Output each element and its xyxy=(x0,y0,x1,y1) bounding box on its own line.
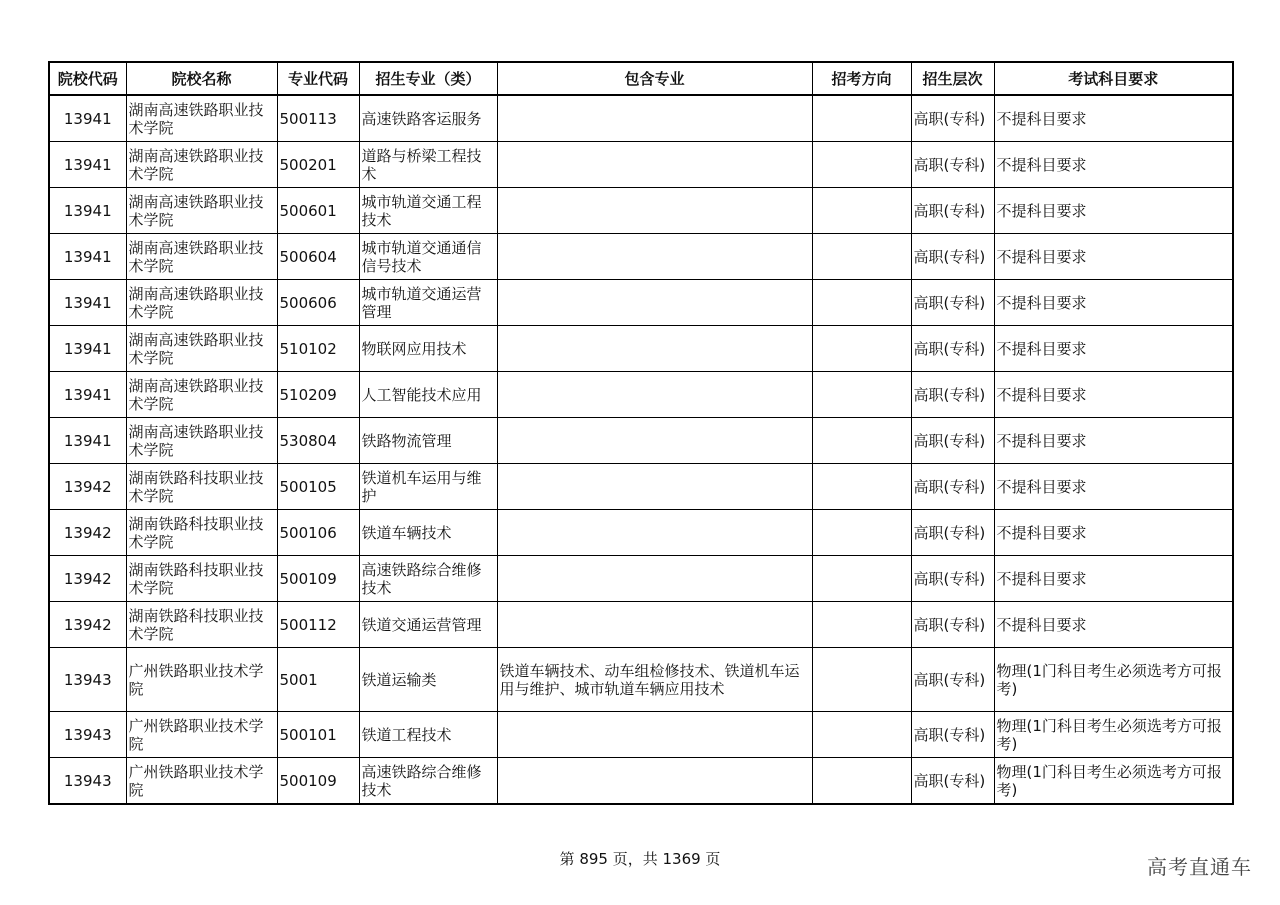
table-row xyxy=(49,464,1233,510)
school-code-cell: 13941 xyxy=(49,280,126,326)
major-code-cell: 500101 xyxy=(277,712,359,758)
included-majors-cell xyxy=(497,372,812,418)
level-cell: 高职(专科) xyxy=(911,464,994,510)
subject-requirement-cell: 物理(1门科目考生必须选考方可报考) xyxy=(994,712,1233,758)
school-name-cell: 湖南铁路科技职业技术学院 xyxy=(126,602,277,648)
included-majors-cell: 铁道车辆技术、动车组检修技术、铁道机车运用与维护、城市轨道车辆应用技术 xyxy=(497,648,812,712)
major-cell: 城市轨道交通工程技术 xyxy=(359,188,497,234)
included-majors-cell xyxy=(497,602,812,648)
major-code-cell: 500604 xyxy=(277,234,359,280)
school-code-cell: 13941 xyxy=(49,95,126,142)
header-subject-requirement: 考试科目要求 xyxy=(994,62,1233,95)
admissions-table xyxy=(48,61,1234,805)
major-code-cell: 500105 xyxy=(277,464,359,510)
major-cell: 铁道车辆技术 xyxy=(359,510,497,556)
table-row xyxy=(49,95,1233,142)
table-row xyxy=(49,510,1233,556)
direction-cell xyxy=(812,95,911,142)
direction-cell xyxy=(812,280,911,326)
subject-requirement-cell: 不提科目要求 xyxy=(994,464,1233,510)
major-code-cell: 500201 xyxy=(277,142,359,188)
subject-requirement-cell: 不提科目要求 xyxy=(994,95,1233,142)
school-code-cell: 13942 xyxy=(49,602,126,648)
major-code-cell: 500606 xyxy=(277,280,359,326)
included-majors-cell xyxy=(497,712,812,758)
school-name-cell: 湖南铁路科技职业技术学院 xyxy=(126,464,277,510)
subject-requirement-cell: 不提科目要求 xyxy=(994,188,1233,234)
major-cell: 人工智能技术应用 xyxy=(359,372,497,418)
school-code-cell: 13941 xyxy=(49,418,126,464)
major-code-cell: 500109 xyxy=(277,556,359,602)
school-code-cell: 13943 xyxy=(49,758,126,805)
subject-requirement-cell: 不提科目要求 xyxy=(994,280,1233,326)
page-number: 第 895 页，共 1369 页 xyxy=(559,850,721,868)
level-cell: 高职(专科) xyxy=(911,712,994,758)
major-code-cell: 500113 xyxy=(277,95,359,142)
major-code-cell: 530804 xyxy=(277,418,359,464)
header-major: 招生专业（类） xyxy=(359,62,497,95)
table-row xyxy=(49,648,1233,712)
included-majors-cell xyxy=(497,758,812,805)
table-row xyxy=(49,758,1233,805)
major-cell: 物联网应用技术 xyxy=(359,326,497,372)
table-row xyxy=(49,712,1233,758)
subject-requirement-cell: 不提科目要求 xyxy=(994,372,1233,418)
table-row xyxy=(49,326,1233,372)
table-row xyxy=(49,418,1233,464)
direction-cell xyxy=(812,188,911,234)
school-name-cell: 湖南铁路科技职业技术学院 xyxy=(126,510,277,556)
header-school-name: 院校名称 xyxy=(126,62,277,95)
header-included-majors: 包含专业 xyxy=(497,62,812,95)
major-cell: 铁路物流管理 xyxy=(359,418,497,464)
table-row xyxy=(49,142,1233,188)
major-cell: 城市轨道交通通信信号技术 xyxy=(359,234,497,280)
school-code-cell: 13941 xyxy=(49,326,126,372)
subject-requirement-cell: 不提科目要求 xyxy=(994,142,1233,188)
table-header xyxy=(49,62,1233,95)
subject-requirement-cell: 不提科目要求 xyxy=(994,556,1233,602)
major-cell: 铁道工程技术 xyxy=(359,712,497,758)
subject-requirement-cell: 物理(1门科目考生必须选考方可报考) xyxy=(994,758,1233,805)
level-cell: 高职(专科) xyxy=(911,648,994,712)
school-code-cell: 13941 xyxy=(49,188,126,234)
table-row xyxy=(49,234,1233,280)
table-row xyxy=(49,372,1233,418)
table-row xyxy=(49,280,1233,326)
school-name-cell: 湖南高速铁路职业技术学院 xyxy=(126,234,277,280)
school-code-cell: 13942 xyxy=(49,556,126,602)
school-name-cell: 广州铁路职业技术学院 xyxy=(126,648,277,712)
school-code-cell: 13943 xyxy=(49,648,126,712)
major-code-cell: 500601 xyxy=(277,188,359,234)
direction-cell xyxy=(812,510,911,556)
subject-requirement-cell: 不提科目要求 xyxy=(994,234,1233,280)
major-cell: 铁道交通运营管理 xyxy=(359,602,497,648)
major-code-cell: 510209 xyxy=(277,372,359,418)
table-body xyxy=(49,95,1233,804)
major-code-cell: 500109 xyxy=(277,758,359,805)
level-cell: 高职(专科) xyxy=(911,372,994,418)
direction-cell xyxy=(812,556,911,602)
header-major-code: 专业代码 xyxy=(277,62,359,95)
level-cell: 高职(专科) xyxy=(911,510,994,556)
major-cell: 铁道机车运用与维护 xyxy=(359,464,497,510)
school-name-cell: 湖南高速铁路职业技术学院 xyxy=(126,280,277,326)
table-row xyxy=(49,602,1233,648)
major-cell: 道路与桥梁工程技术 xyxy=(359,142,497,188)
direction-cell xyxy=(812,234,911,280)
major-cell: 高速铁路综合维修技术 xyxy=(359,556,497,602)
subject-requirement-cell: 不提科目要求 xyxy=(994,602,1233,648)
major-code-cell: 500112 xyxy=(277,602,359,648)
major-code-cell: 500106 xyxy=(277,510,359,556)
subject-requirement-cell: 物理(1门科目考生必须选考方可报考) xyxy=(994,648,1233,712)
school-name-cell: 湖南高速铁路职业技术学院 xyxy=(126,372,277,418)
level-cell: 高职(专科) xyxy=(911,418,994,464)
level-cell: 高职(专科) xyxy=(911,326,994,372)
school-code-cell: 13942 xyxy=(49,464,126,510)
school-name-cell: 湖南高速铁路职业技术学院 xyxy=(126,418,277,464)
subject-requirement-cell: 不提科目要求 xyxy=(994,418,1233,464)
direction-cell xyxy=(812,142,911,188)
table-row xyxy=(49,188,1233,234)
included-majors-cell xyxy=(497,280,812,326)
direction-cell xyxy=(812,464,911,510)
included-majors-cell xyxy=(497,234,812,280)
school-name-cell: 湖南高速铁路职业技术学院 xyxy=(126,326,277,372)
level-cell: 高职(专科) xyxy=(911,188,994,234)
header-level: 招生层次 xyxy=(911,62,994,95)
included-majors-cell xyxy=(497,326,812,372)
included-majors-cell xyxy=(497,510,812,556)
header-school-code: 院校代码 xyxy=(49,62,126,95)
major-code-cell: 5001 xyxy=(277,648,359,712)
subject-requirement-cell: 不提科目要求 xyxy=(994,510,1233,556)
major-cell: 高速铁路客运服务 xyxy=(359,95,497,142)
school-code-cell: 13943 xyxy=(49,712,126,758)
direction-cell xyxy=(812,602,911,648)
level-cell: 高职(专科) xyxy=(911,280,994,326)
included-majors-cell xyxy=(497,418,812,464)
included-majors-cell xyxy=(497,464,812,510)
school-name-cell: 广州铁路职业技术学院 xyxy=(126,712,277,758)
school-name-cell: 广州铁路职业技术学院 xyxy=(126,758,277,805)
direction-cell xyxy=(812,372,911,418)
major-cell: 城市轨道交通运营管理 xyxy=(359,280,497,326)
school-name-cell: 湖南高速铁路职业技术学院 xyxy=(126,142,277,188)
included-majors-cell xyxy=(497,142,812,188)
school-code-cell: 13942 xyxy=(49,510,126,556)
level-cell: 高职(专科) xyxy=(911,758,994,805)
header-direction: 招考方向 xyxy=(812,62,911,95)
included-majors-cell xyxy=(497,556,812,602)
included-majors-cell xyxy=(497,95,812,142)
level-cell: 高职(专科) xyxy=(911,602,994,648)
school-code-cell: 13941 xyxy=(49,234,126,280)
major-cell: 高速铁路综合维修技术 xyxy=(359,758,497,805)
level-cell: 高职(专科) xyxy=(911,234,994,280)
school-name-cell: 湖南高速铁路职业技术学院 xyxy=(126,95,277,142)
direction-cell xyxy=(812,648,911,712)
level-cell: 高职(专科) xyxy=(911,142,994,188)
direction-cell xyxy=(812,418,911,464)
direction-cell xyxy=(812,758,911,805)
direction-cell xyxy=(812,326,911,372)
major-code-cell: 510102 xyxy=(277,326,359,372)
subject-requirement-cell: 不提科目要求 xyxy=(994,326,1233,372)
school-code-cell: 13941 xyxy=(49,142,126,188)
watermark-logo: 高考直通车 xyxy=(1147,855,1252,879)
major-cell: 铁道运输类 xyxy=(359,648,497,712)
direction-cell xyxy=(812,712,911,758)
table-row xyxy=(49,556,1233,602)
school-code-cell: 13941 xyxy=(49,372,126,418)
included-majors-cell xyxy=(497,188,812,234)
level-cell: 高职(专科) xyxy=(911,556,994,602)
school-name-cell: 湖南铁路科技职业技术学院 xyxy=(126,556,277,602)
school-name-cell: 湖南高速铁路职业技术学院 xyxy=(126,188,277,234)
header-row xyxy=(49,62,1233,95)
level-cell: 高职(专科) xyxy=(911,95,994,142)
